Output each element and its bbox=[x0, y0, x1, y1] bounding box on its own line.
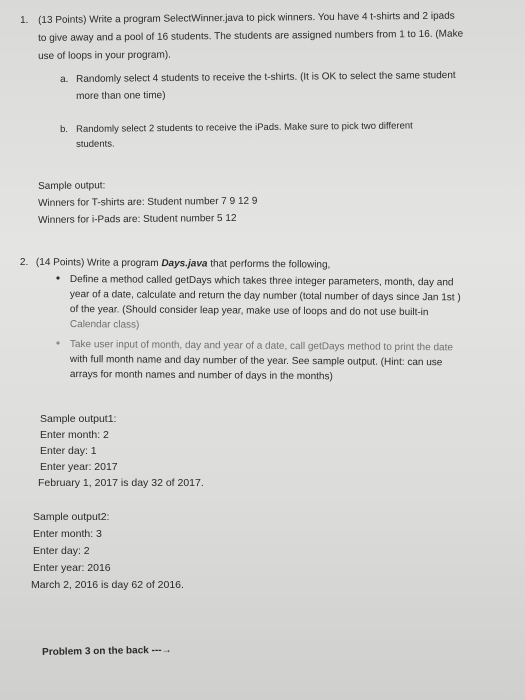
bullet-icon: • bbox=[55, 336, 61, 351]
q2-bullet1-line-1: Define a method called getDays which takes three integer parameters, month, day and bbox=[69, 273, 454, 289]
q2-bullet1-line-4: Calendar class) bbox=[69, 318, 140, 331]
q2-intro bbox=[36, 256, 331, 272]
q1-sample-heading: Sample output: bbox=[38, 180, 106, 192]
q2-number: 2. bbox=[19, 256, 29, 269]
q1-b-label: b. bbox=[60, 123, 69, 135]
bullet-icon: • bbox=[55, 271, 61, 286]
sample1-result: February 1, 2017 is day 32 of 2017. bbox=[38, 477, 204, 489]
q1-line-2: to give away and a pool of 16 students. The students are assigned numbers from 1 to 16. (Make bbox=[38, 28, 464, 44]
sample2-heading: Sample output2: bbox=[33, 511, 110, 523]
q2-bullet1-line-3: of the year. (Should consider leap year, make use of loops and do not use built-in bbox=[69, 303, 429, 319]
q1-a-label: a. bbox=[60, 73, 69, 85]
q1-a-line-1: Randomly select 4 students to receive the t-shirts. (It is OK to select the same student bbox=[76, 70, 456, 85]
sample2-month: Enter month: 3 bbox=[33, 528, 102, 540]
q2-bullet2-line-1: Take user input of month, day and year of a date, call getDays method to print the date bbox=[69, 338, 453, 354]
q1-a-line-2: more than one time) bbox=[76, 90, 166, 102]
q1-sample-line-1: Winners for T-shirts are: Student number 7 9 12 9 bbox=[38, 195, 258, 209]
q2-bullet1-line-2: year of a date, calculate and return the day number (total number of days since Jan 1st ) bbox=[69, 288, 461, 304]
q2-bullet2-line-3: arrays for month names and number of days in the months) bbox=[69, 368, 333, 383]
q1-b-line-1: Randomly select 2 students to receive the iPads. Make sure to pick two different bbox=[76, 120, 413, 135]
sample1-day: Enter day: 1 bbox=[40, 445, 97, 457]
sample2-day: Enter day: 2 bbox=[33, 545, 90, 557]
q1-line-1: (13 Points) Write a program SelectWinner.java to pick winners. You have 4 t-shirts and 2 ipads bbox=[38, 10, 455, 26]
q2-intro-prefix: (14 Points) Write a program bbox=[35, 256, 162, 270]
sample1-month: Enter month: 2 bbox=[40, 429, 109, 441]
q2-intro-suffix: that performs the following, bbox=[207, 258, 331, 271]
sample1-heading: Sample output1: bbox=[40, 413, 117, 425]
q1-b-line-2: students. bbox=[76, 138, 115, 150]
footer-text: Problem 3 on the back bbox=[42, 645, 149, 658]
sample1-year: Enter year: 2017 bbox=[40, 461, 118, 473]
sample2-result: March 2, 2016 is day 62 of 2016. bbox=[31, 579, 184, 591]
arrow-right-icon: ---→ bbox=[151, 644, 172, 657]
q1-sample-line-2: Winners for i-Pads are: Student number 5 12 bbox=[38, 212, 237, 226]
footer-note bbox=[42, 644, 172, 659]
q2-bullet2-line-2: with full month name and day number of the year. See sample output. (Hint: can use bbox=[69, 353, 443, 369]
q1-number: 1. bbox=[20, 14, 29, 26]
sample2-year: Enter year: 2016 bbox=[33, 562, 111, 574]
q2-program-name: Days.java bbox=[161, 258, 208, 270]
q1-line-3: use of loops in your program). bbox=[38, 49, 171, 62]
